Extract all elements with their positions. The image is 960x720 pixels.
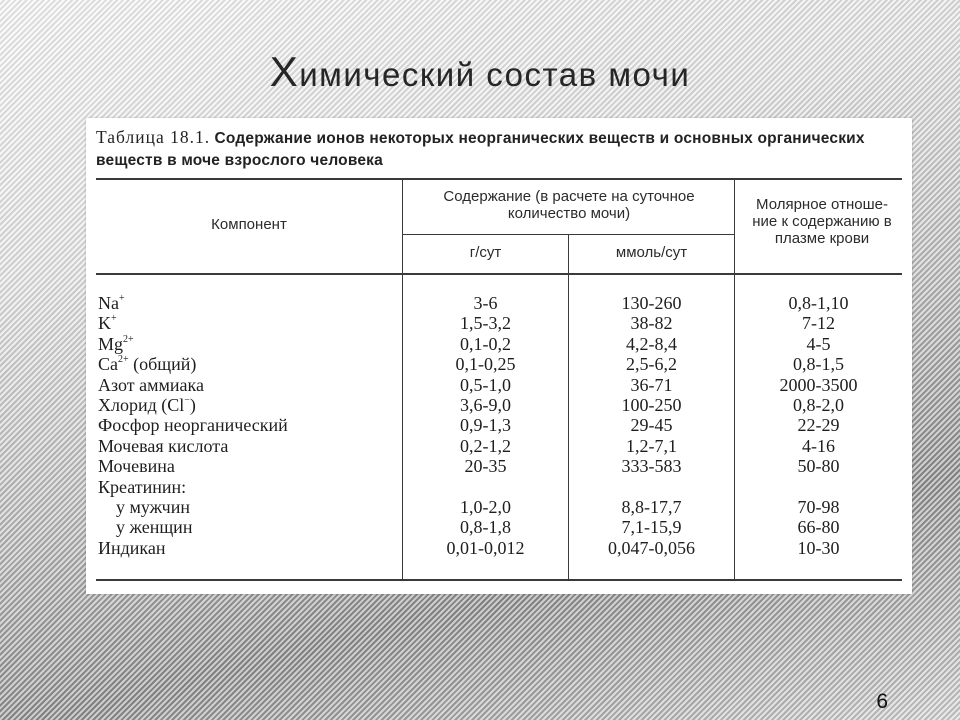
- table-top-rule: [96, 178, 902, 180]
- component-suffix: (общий): [128, 354, 197, 375]
- charge-superscript: −: [184, 394, 190, 406]
- cell-mmol-per-day: 29-45: [630, 415, 673, 436]
- table-caption: [96, 127, 902, 171]
- cell-molar-ratio: 0,8-1,5: [793, 354, 844, 375]
- component-name: [98, 334, 398, 354]
- component-label: Азот аммиака: [98, 374, 204, 395]
- component-label: Mg: [98, 333, 124, 354]
- cell-g-per-day: 0,9-1,3: [460, 415, 511, 436]
- cell-g-per-day: 1,5-3,2: [460, 313, 511, 334]
- cell-g-per-day: [403, 477, 568, 497]
- component-label: K: [98, 313, 111, 334]
- component-name: [98, 313, 398, 333]
- cell-molar-ratio: 50-80: [797, 456, 840, 477]
- component-name: [98, 415, 398, 435]
- data-table: [96, 178, 902, 582]
- cell-molar-ratio: 0,8-1,10: [788, 293, 849, 313]
- cell-molar-ratio: 22-29: [797, 415, 840, 436]
- table-caption-text: Содержание ионов некоторых неорганических веществ и основных органических веществ в моче взрослого человека: [96, 130, 865, 169]
- cell-mmol-per-day: [569, 477, 734, 497]
- table-caption-label: Таблица 18.1.: [96, 127, 211, 147]
- cell-mmol-per-day: 2,5-6,2: [626, 354, 677, 375]
- header-molar-ratio: Молярное отноше- ние к содержанию в плазме крови: [752, 196, 892, 247]
- cell-mmol-per-day: 130-260: [621, 293, 682, 313]
- component-name: [98, 477, 398, 497]
- component-label: у женщин: [116, 517, 193, 538]
- component-name: [98, 517, 398, 537]
- component-name: [98, 395, 398, 415]
- cell-molar-ratio: [735, 477, 902, 497]
- component-name: [98, 354, 398, 374]
- component-label: Фосфор неорганический: [98, 415, 288, 436]
- column-mmol-per-day: [569, 293, 734, 558]
- component-name: [98, 436, 398, 456]
- cell-g-per-day: 0,5-1,0: [460, 374, 511, 395]
- cell-mmol-per-day: 38-82: [630, 313, 673, 334]
- charge-superscript: 2+: [123, 333, 134, 345]
- table-image-panel: [86, 118, 912, 594]
- cell-molar-ratio: 66-80: [797, 517, 840, 538]
- component-label: Креатинин:: [98, 476, 187, 497]
- slide-title: [0, 48, 960, 96]
- cell-g-per-day: 3,6-9,0: [460, 394, 511, 415]
- cell-mmol-per-day: 333-583: [621, 456, 682, 477]
- cell-mmol-per-day: 36-71: [630, 374, 673, 395]
- cell-g-per-day: 3-6: [473, 293, 498, 313]
- component-suffix: ): [189, 394, 196, 415]
- header-content: Содержание (в расчете на суточное количество мочи): [443, 188, 695, 222]
- cell-mmol-per-day: 1,2-7,1: [626, 435, 677, 456]
- table-bottom-rule: [96, 579, 902, 581]
- cell-g-per-day: 0,01-0,012: [446, 537, 525, 558]
- component-label: у мужчин: [116, 496, 190, 517]
- cell-g-per-day: 0,1-0,25: [455, 354, 516, 375]
- component-label: Индикан: [98, 537, 166, 558]
- cell-mmol-per-day: 4,2-8,4: [626, 333, 677, 354]
- component-label: Хлорид (Cl: [98, 394, 185, 415]
- cell-g-per-day: 0,8-1,8: [460, 517, 511, 538]
- component-name: [98, 375, 398, 395]
- cell-g-per-day: 20-35: [464, 456, 507, 477]
- cell-mmol-per-day: 7,1-15,9: [621, 517, 682, 538]
- column-component: [98, 293, 398, 558]
- cell-molar-ratio: 4-5: [806, 333, 831, 354]
- cell-molar-ratio: 0,8-2,0: [793, 394, 844, 415]
- cell-molar-ratio: 2000-3500: [779, 374, 858, 395]
- cell-g-per-day: 0,2-1,2: [460, 435, 511, 456]
- charge-superscript: 2+: [118, 354, 129, 366]
- component-name: [98, 497, 398, 517]
- component-label: Мочевая кислота: [98, 435, 229, 456]
- charge-superscript: +: [119, 293, 125, 304]
- column-molar-ratio: [735, 293, 902, 558]
- charge-superscript: +: [111, 313, 117, 325]
- header-g-per-day: г/сут: [469, 244, 502, 261]
- cell-mmol-per-day: 8,8-17,7: [621, 496, 682, 517]
- slide-title-initial: Х: [269, 48, 300, 95]
- cell-molar-ratio: 4-16: [802, 435, 835, 456]
- cell-mmol-per-day: 100-250: [621, 394, 682, 415]
- column-g-per-day: [403, 293, 568, 558]
- header-mmol-per-day: ммоль/сут: [615, 244, 688, 261]
- cell-molar-ratio: 70-98: [797, 496, 840, 517]
- component-name: [98, 538, 398, 558]
- cell-g-per-day: 1,0-2,0: [460, 496, 511, 517]
- component-label: Ca: [98, 354, 118, 375]
- header-bottom-rule: [96, 273, 902, 275]
- component-name: [98, 456, 398, 476]
- component-label: Na: [98, 293, 119, 313]
- page-number: 6: [876, 690, 888, 713]
- cell-g-per-day: 0,1-0,2: [460, 333, 511, 354]
- header-component: Компонент: [211, 216, 287, 233]
- slide-title-rest: имический состав мочи: [299, 56, 691, 93]
- cell-molar-ratio: 7-12: [802, 313, 835, 334]
- component-name: [98, 293, 398, 313]
- component-label: Мочевина: [98, 456, 175, 477]
- cell-molar-ratio: 10-30: [797, 537, 840, 558]
- cell-mmol-per-day: 0,047-0,056: [608, 537, 695, 558]
